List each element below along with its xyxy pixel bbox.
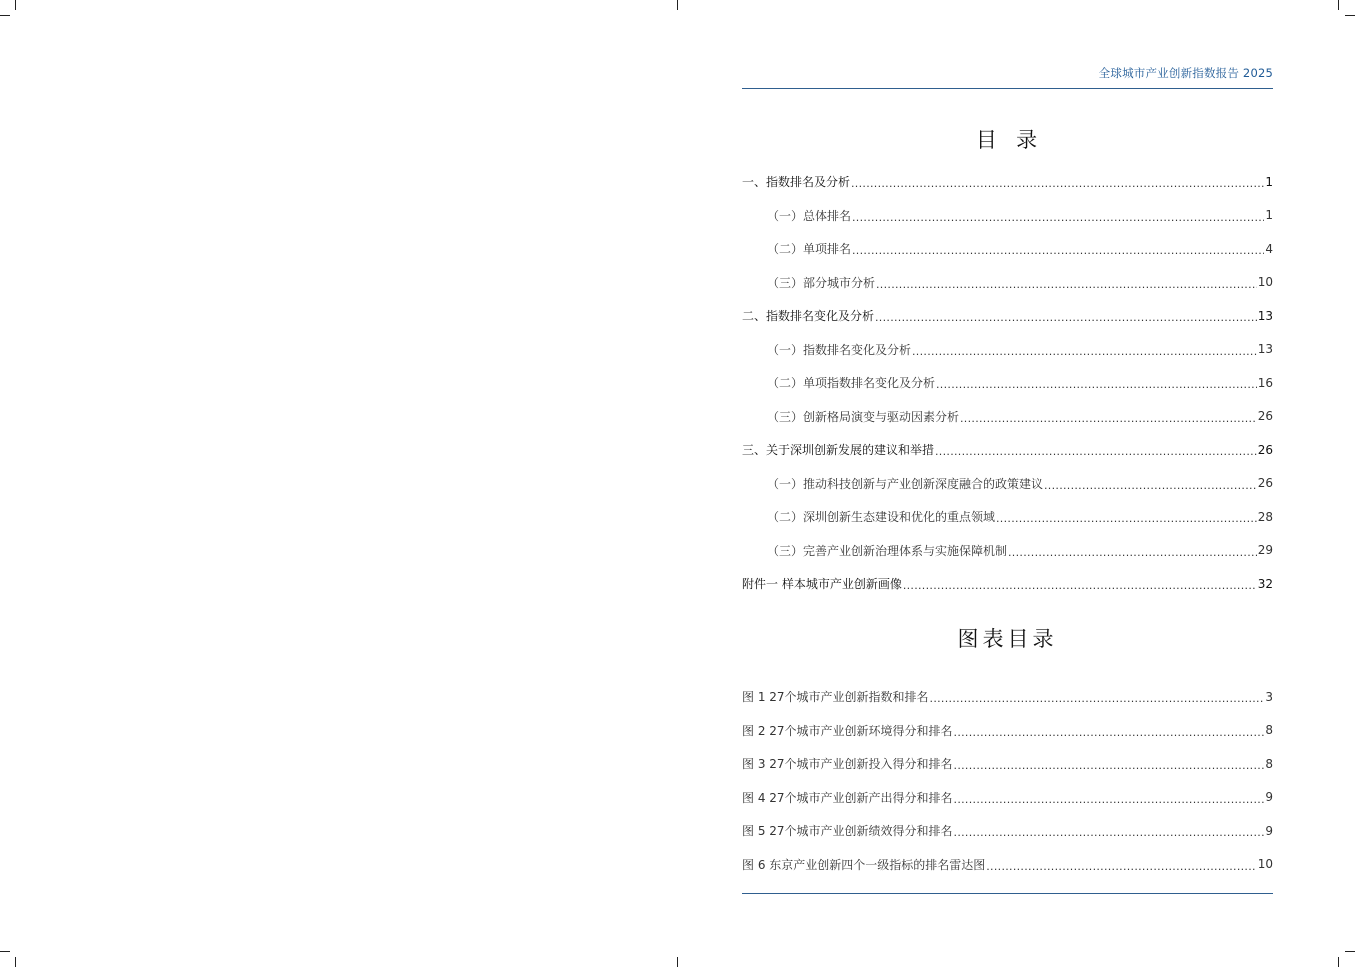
figure-entry[interactable] xyxy=(742,848,1273,882)
dot-leader xyxy=(954,727,1265,738)
figure-entry-page: 9 xyxy=(1265,823,1273,838)
figure-entry[interactable] xyxy=(742,814,1273,848)
toc-entry-page: 1 xyxy=(1265,208,1273,223)
crop-mark xyxy=(677,957,678,967)
toc-title: 目 录 xyxy=(975,128,1040,152)
header-rule xyxy=(742,88,1273,89)
toc-entry-label: （三）完善产业创新治理体系与实施保障机制 xyxy=(767,543,1008,558)
dot-leader xyxy=(903,580,1257,591)
toc-entry[interactable] xyxy=(742,299,1273,333)
figure-entry-label: 图 1 27个城市产业创新指数和排名 xyxy=(742,690,929,705)
toc-entry-label: （一）推动科技创新与产业创新深度融合的政策建议 xyxy=(767,476,1044,491)
toc-entry-page: 29 xyxy=(1257,543,1273,558)
figure-entry-label: 图 4 27个城市产业创新产出得分和排名 xyxy=(742,790,953,805)
crop-mark xyxy=(1345,951,1355,952)
figure-entry[interactable] xyxy=(742,680,1273,714)
toc-entry-label: 一、指数排名及分析 xyxy=(742,175,851,190)
figure-entry-page: 8 xyxy=(1265,723,1273,738)
dot-leader xyxy=(930,693,1265,704)
dot-leader xyxy=(852,212,1264,223)
toc-entry-page: 26 xyxy=(1257,476,1273,491)
crop-mark xyxy=(677,0,678,10)
toc-entry[interactable] xyxy=(742,232,1273,266)
dot-leader xyxy=(912,346,1257,357)
dot-leader xyxy=(852,245,1264,256)
dot-leader xyxy=(935,446,1257,457)
toc-entry-page: 16 xyxy=(1257,375,1273,390)
crop-mark xyxy=(1345,15,1355,16)
toc-entry-label: （三）部分城市分析 xyxy=(767,275,876,290)
toc-entry-label: （二）单项指数排名变化及分析 xyxy=(767,376,936,391)
crop-mark xyxy=(15,957,16,967)
dot-leader xyxy=(954,827,1265,838)
toc-entry-label: （一）指数排名变化及分析 xyxy=(767,342,912,357)
figure-entry-label: 图 6 东京产业创新四个一级指标的排名雷达图 xyxy=(742,857,986,872)
crop-mark xyxy=(1338,0,1339,10)
toc-entry[interactable] xyxy=(742,333,1273,367)
footer-rule xyxy=(742,893,1273,894)
dot-leader xyxy=(851,178,1264,189)
toc-entry-label: （一）总体排名 xyxy=(767,208,852,223)
toc-entry-page: 1 xyxy=(1265,174,1273,189)
toc-entry[interactable] xyxy=(742,266,1273,300)
dot-leader xyxy=(954,760,1265,771)
toc-entry-label: （三）创新格局演变与驱动因素分析 xyxy=(767,409,960,424)
crop-mark xyxy=(0,15,10,16)
toc-entry[interactable] xyxy=(742,467,1273,501)
toc-entry-page: 32 xyxy=(1257,576,1273,591)
dot-leader xyxy=(954,794,1265,805)
toc-entry-label: 二、指数排名变化及分析 xyxy=(742,309,875,324)
dot-leader xyxy=(986,861,1256,872)
dot-leader xyxy=(876,279,1257,290)
toc-entry-label: （二）深圳创新生态建设和优化的重点领域 xyxy=(767,510,996,525)
dot-leader xyxy=(936,379,1257,390)
toc-entry-page: 26 xyxy=(1257,442,1273,457)
toc-entry-page: 13 xyxy=(1257,308,1273,323)
figure-entry[interactable] xyxy=(742,781,1273,815)
crop-mark xyxy=(1338,957,1339,967)
figure-entry-page: 8 xyxy=(1265,756,1273,771)
toc-entry-label: 三、关于深圳创新发展的建议和举措 xyxy=(742,443,935,458)
figure-entry-page: 10 xyxy=(1257,857,1273,872)
toc-entry-page: 28 xyxy=(1257,509,1273,524)
toc-entry[interactable] xyxy=(742,366,1273,400)
figure-entry-page: 9 xyxy=(1265,790,1273,805)
running-header: 全球城市产业创新指数报告 2025 xyxy=(1098,66,1273,80)
toc-entry[interactable] xyxy=(742,500,1273,534)
toc-entry[interactable] xyxy=(742,199,1273,233)
toc-entry-label: 附件一 样本城市产业创新画像 xyxy=(742,577,902,592)
crop-mark xyxy=(0,951,10,952)
dot-leader xyxy=(1008,547,1257,558)
toc-entry-page: 10 xyxy=(1257,275,1273,290)
toc-entry-page: 26 xyxy=(1257,409,1273,424)
contents-page xyxy=(742,0,1273,967)
toc-entry[interactable] xyxy=(742,433,1273,467)
toc-entry[interactable] xyxy=(742,165,1273,199)
figure-list xyxy=(742,680,1273,881)
dot-leader xyxy=(1044,480,1257,491)
toc-entry-label: （二）单项排名 xyxy=(767,242,852,257)
figure-entry[interactable] xyxy=(742,747,1273,781)
figure-entry-page: 3 xyxy=(1265,689,1273,704)
figure-entry-label: 图 3 27个城市产业创新投入得分和排名 xyxy=(742,757,953,772)
toc-list xyxy=(742,165,1273,601)
dot-leader xyxy=(875,312,1257,323)
toc-entry-page: 13 xyxy=(1257,342,1273,357)
toc-entry[interactable] xyxy=(742,534,1273,568)
figure-entry-label: 图 2 27个城市产业创新环境得分和排名 xyxy=(742,723,953,738)
toc-entry-page: 4 xyxy=(1265,241,1273,256)
figure-list-title: 图表目录 xyxy=(957,627,1058,651)
toc-entry[interactable] xyxy=(742,567,1273,601)
crop-mark xyxy=(15,0,16,10)
toc-entry[interactable] xyxy=(742,400,1273,434)
dot-leader xyxy=(996,513,1257,524)
figure-entry[interactable] xyxy=(742,714,1273,748)
dot-leader xyxy=(960,413,1257,424)
figure-entry-label: 图 5 27个城市产业创新绩效得分和排名 xyxy=(742,824,953,839)
